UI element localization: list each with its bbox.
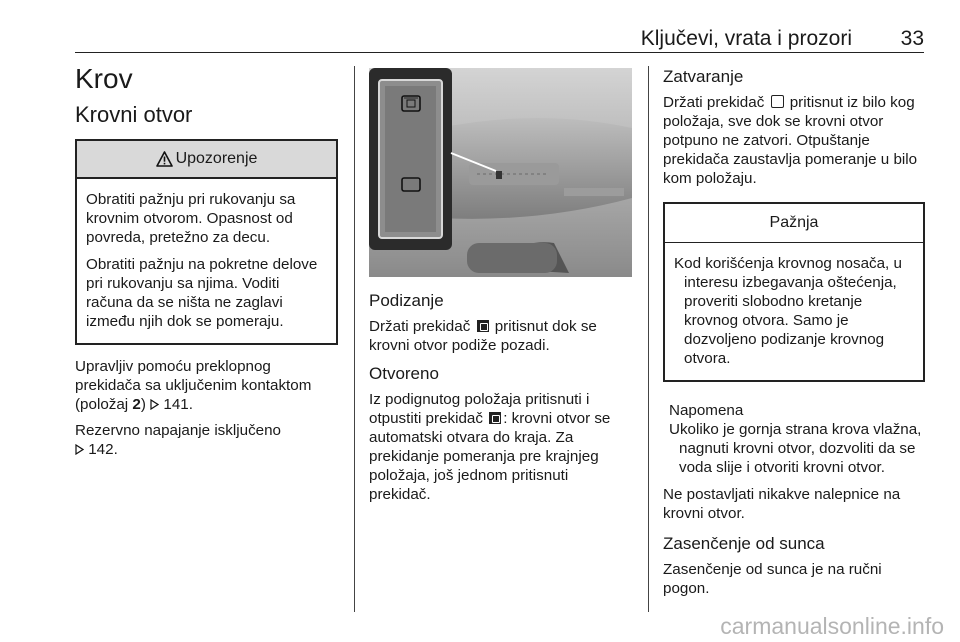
running-header-title: Ključevi, vrata i prozori <box>640 27 852 50</box>
section-title: Krov <box>75 63 133 94</box>
text-run: pritisnut iz bilo kog položaja, sve dok se krovni otvor potpuno ne zatvori. Otpuštanje prekidača zaustavlja pomeranje u bilo kom položaju. <box>663 94 918 187</box>
close-switch-icon <box>771 95 784 108</box>
warning-paragraph-1: Obratiti pažnju pri rukovanju sa krovnim otvorom. Opasnost od povreda, pretežno za decu. <box>86 191 296 246</box>
text-run: Upravljiv pomoću preklopnog prekidača sa uključenim kontaktom (položaj <box>75 358 312 413</box>
text-run: : krovni otvor se automatski otvara do kraja. Za prekidanje pomeranja pre krajnjeg položaja, još jednom pritisnuti prekidač. <box>369 410 611 503</box>
attention-paragraph: Kod korišćenja krovnog nosača, u interesu izbegavanja oštećenja, proveriti slobodno kretanje krovnog otvora. Samo je dozvoljeno podizanje krovnog otvora. <box>674 255 902 367</box>
text-run: Iz podignutog položaja pritisnuti i otpustiti prekidač <box>369 391 590 427</box>
warning-title: Upozorenje <box>175 150 258 167</box>
page-number: 33 <box>900 27 924 50</box>
warning-body <box>77 179 336 343</box>
warning-triangle-icon <box>156 151 173 167</box>
body-paragraph: Ne postavljati nikakve nalepnice na krovni otvor. <box>663 486 901 522</box>
page-reference-icon <box>75 444 84 455</box>
text-run: Rezervno napajanje isključeno <box>75 422 282 439</box>
sunroof-switch-photo <box>369 68 632 277</box>
watermark: carmanualsonline.info <box>720 613 944 639</box>
column-1 <box>75 62 338 466</box>
open-switch-icon <box>489 412 501 424</box>
page-reference-link[interactable]: 141. <box>163 396 193 413</box>
warning-header <box>77 141 336 179</box>
attention-box <box>663 202 925 382</box>
text-run: Držati prekidač <box>369 318 475 335</box>
column-divider <box>354 66 355 612</box>
subheading-close: Zatvaranje <box>663 67 744 86</box>
warning-paragraph-2: Obratiti pažnju na pokretne delove pri rukovanju sa njima. Voditi računa da se ništa ne zaglavi između njih dok se pomeraju. <box>86 256 318 330</box>
body-paragraph <box>369 390 632 504</box>
subsection-title: Krovni otvor <box>75 102 193 127</box>
text-run: ) <box>140 396 151 413</box>
column-3 <box>663 66 925 605</box>
column-2 <box>369 290 632 511</box>
body-paragraph <box>75 357 338 414</box>
body-paragraph <box>75 421 338 459</box>
attention-header <box>665 204 923 243</box>
subheading-lift: Podizanje <box>369 291 444 310</box>
subheading-open: Otvoreno <box>369 364 439 383</box>
subheading-sunshade: Zasenčenje od sunca <box>663 534 825 553</box>
attention-body <box>665 243 923 380</box>
open-switch-icon <box>477 320 489 332</box>
attention-title: Pažnja <box>769 214 819 231</box>
page-reference-icon <box>150 399 159 410</box>
column-divider <box>648 66 649 612</box>
note-body: Ukoliko je gornja strana krova vlažna, nagnuti krovni otvor, dozvoliti da se voda slije i otvoriti krovni otvor. <box>669 421 922 476</box>
page-reference-link[interactable]: 142. <box>88 441 118 458</box>
body-paragraph <box>663 93 925 188</box>
note-title: Napomena <box>669 402 744 419</box>
text-run: Držati prekidač <box>663 94 769 111</box>
warning-box <box>75 139 338 345</box>
body-paragraph <box>369 317 632 355</box>
body-paragraph: Zasenčenje od sunca je na ručni pogon. <box>663 561 882 597</box>
bold-text: 2 <box>132 396 141 413</box>
text-run: pritisnut dok se krovni otvor podiže pozadi. <box>369 318 597 354</box>
header-rule <box>75 52 924 53</box>
